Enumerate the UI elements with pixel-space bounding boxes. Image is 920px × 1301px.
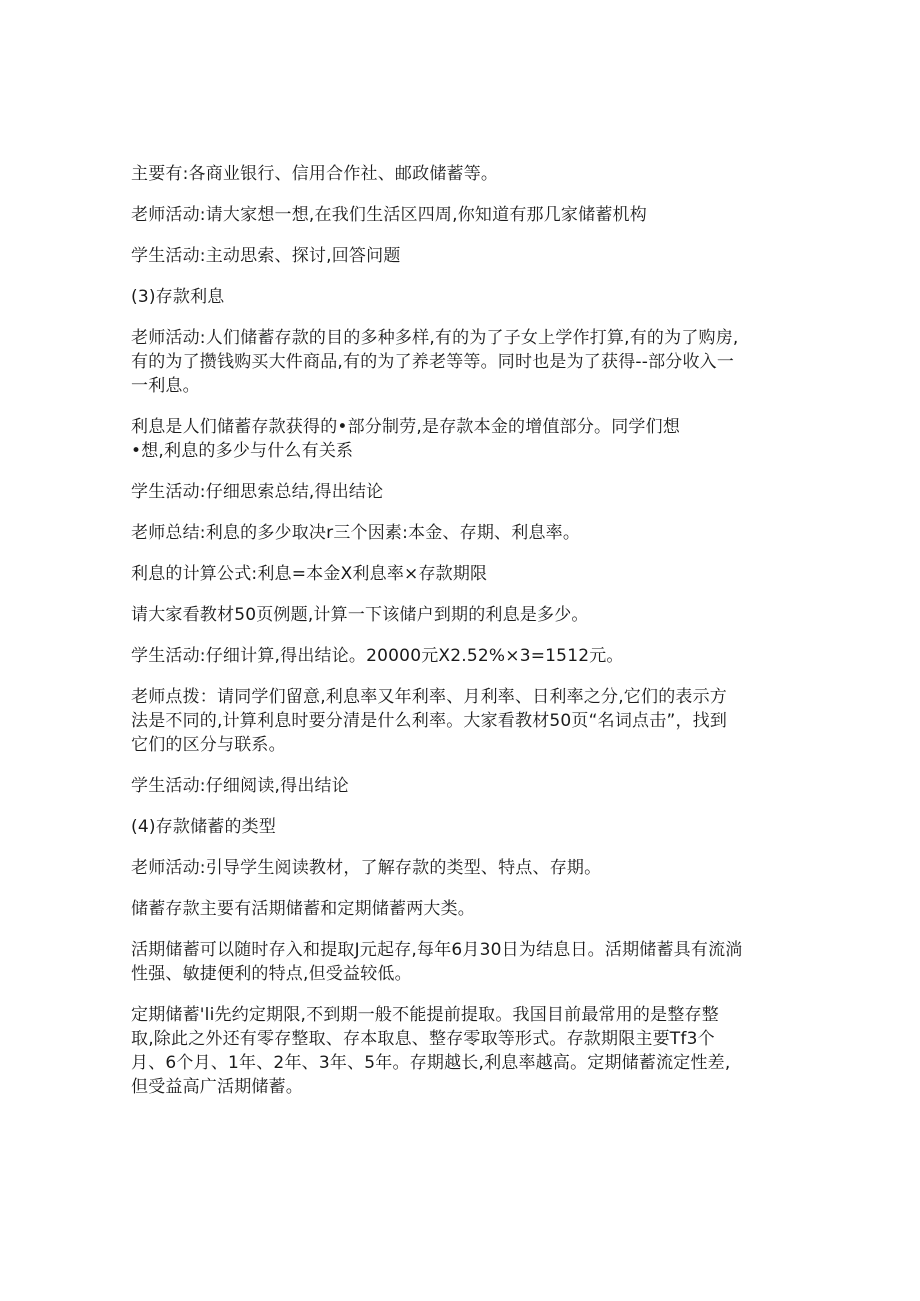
paragraph-18 (131, 1003, 796, 1099)
paragraph-13 (131, 774, 796, 798)
text-line: 取,除此之外还有零存整取、存本取息、整存零取等形式。存款期限主要Tf3个 (131, 1029, 715, 1049)
text-line: •想,利息的多少与什么有关系 (131, 441, 354, 461)
text-line: 利息的计算公式:利息=本金X利息率×存款期限 (131, 564, 488, 584)
text-line: 请大家看教材50页例题,计算一下该储户到期的利息是多少。 (131, 605, 589, 625)
text-line: (4)存款储蓄的类型 (131, 817, 277, 837)
text-line: 学生活动:仔细计算,得出结论。20000元X2.52%×3=1512元。 (131, 646, 624, 666)
text-line: 利息是人们储蓄存款获得的•部分制劳,是存款本金的增值部分。同学们想 (131, 417, 681, 437)
text-line: 老师总结:利息的多少取决r三个因素:本金、存期、利息率。 (131, 523, 581, 543)
text-line: 老师点拨：请同学们留意,利息率又年利率、月利率、日利率之分,它们的表示方 (131, 687, 728, 707)
text-line: (3)存款利息 (131, 287, 225, 307)
paragraph-5 (131, 326, 796, 398)
paragraph-11 (131, 644, 796, 668)
text-line: 一利息。 (131, 376, 200, 396)
document-body (131, 162, 796, 1116)
text-line: 法是不同的,计算利息时要分清是什么利率。大家看教材50页“名词点击”，找到 (131, 711, 728, 731)
paragraph-3 (131, 244, 796, 268)
text-line: 老师活动:请大家想一想,在我们生活区四周,你知道有那几家储蓄机构 (131, 205, 647, 225)
text-line: 但受益高广活期储蓄。 (131, 1077, 303, 1097)
text-line: 学生活动:仔细阅读,得出结论 (131, 776, 349, 796)
text-line: 主要有:各商业银行、信用合作社、邮政储蓄等。 (131, 164, 499, 184)
paragraph-12 (131, 685, 796, 757)
paragraph-9 (131, 562, 796, 586)
paragraph-7 (131, 480, 796, 504)
paragraph-16 (131, 897, 796, 921)
paragraph-6 (131, 415, 796, 463)
paragraph-1 (131, 162, 796, 186)
text-line: 活期储蓄可以随时存入和提取J元起存,每年6月30日为结息日。活期储蓄具有流淌 (131, 940, 743, 960)
text-line: 性强、敏捷便利的特点,但受益较低。 (131, 964, 412, 984)
paragraph-15 (131, 856, 796, 880)
paragraph-17 (131, 938, 796, 986)
text-line: 储蓄存款主要有活期储蓄和定期储蓄两大类。 (131, 899, 475, 919)
paragraph-8 (131, 521, 796, 545)
text-line: 老师活动:引导学生阅读教材，了解存款的类型、特点、存期。 (131, 858, 602, 878)
section-heading-3 (131, 285, 796, 309)
text-line: 老师活动:人们储蓄存款的目的多种多样,有的为了子女上学作打算,有的为了购房, (131, 328, 739, 348)
text-line: 有的为了攒钱购买大件商品,有的为了养老等等。同时也是为了获得--部分收入一 (131, 352, 735, 372)
section-heading-4 (131, 815, 796, 839)
text-line: 学生活动:主动思索、探讨,回答问题 (131, 246, 401, 266)
text-line: 它们的区分与联系。 (131, 735, 286, 755)
paragraph-2 (131, 203, 796, 227)
text-line: 学生活动:仔细思索总结,得出结论 (131, 482, 384, 502)
paragraph-10 (131, 603, 796, 627)
text-line: 定期储蓄'li先约定期限,不到期一般不能提前提取。我国目前最常用的是整存整 (131, 1005, 719, 1025)
text-line: 月、6个月、1年、2年、3年、5年。存期越长,利息率越高。定期储蓄流定性差, (131, 1053, 731, 1073)
